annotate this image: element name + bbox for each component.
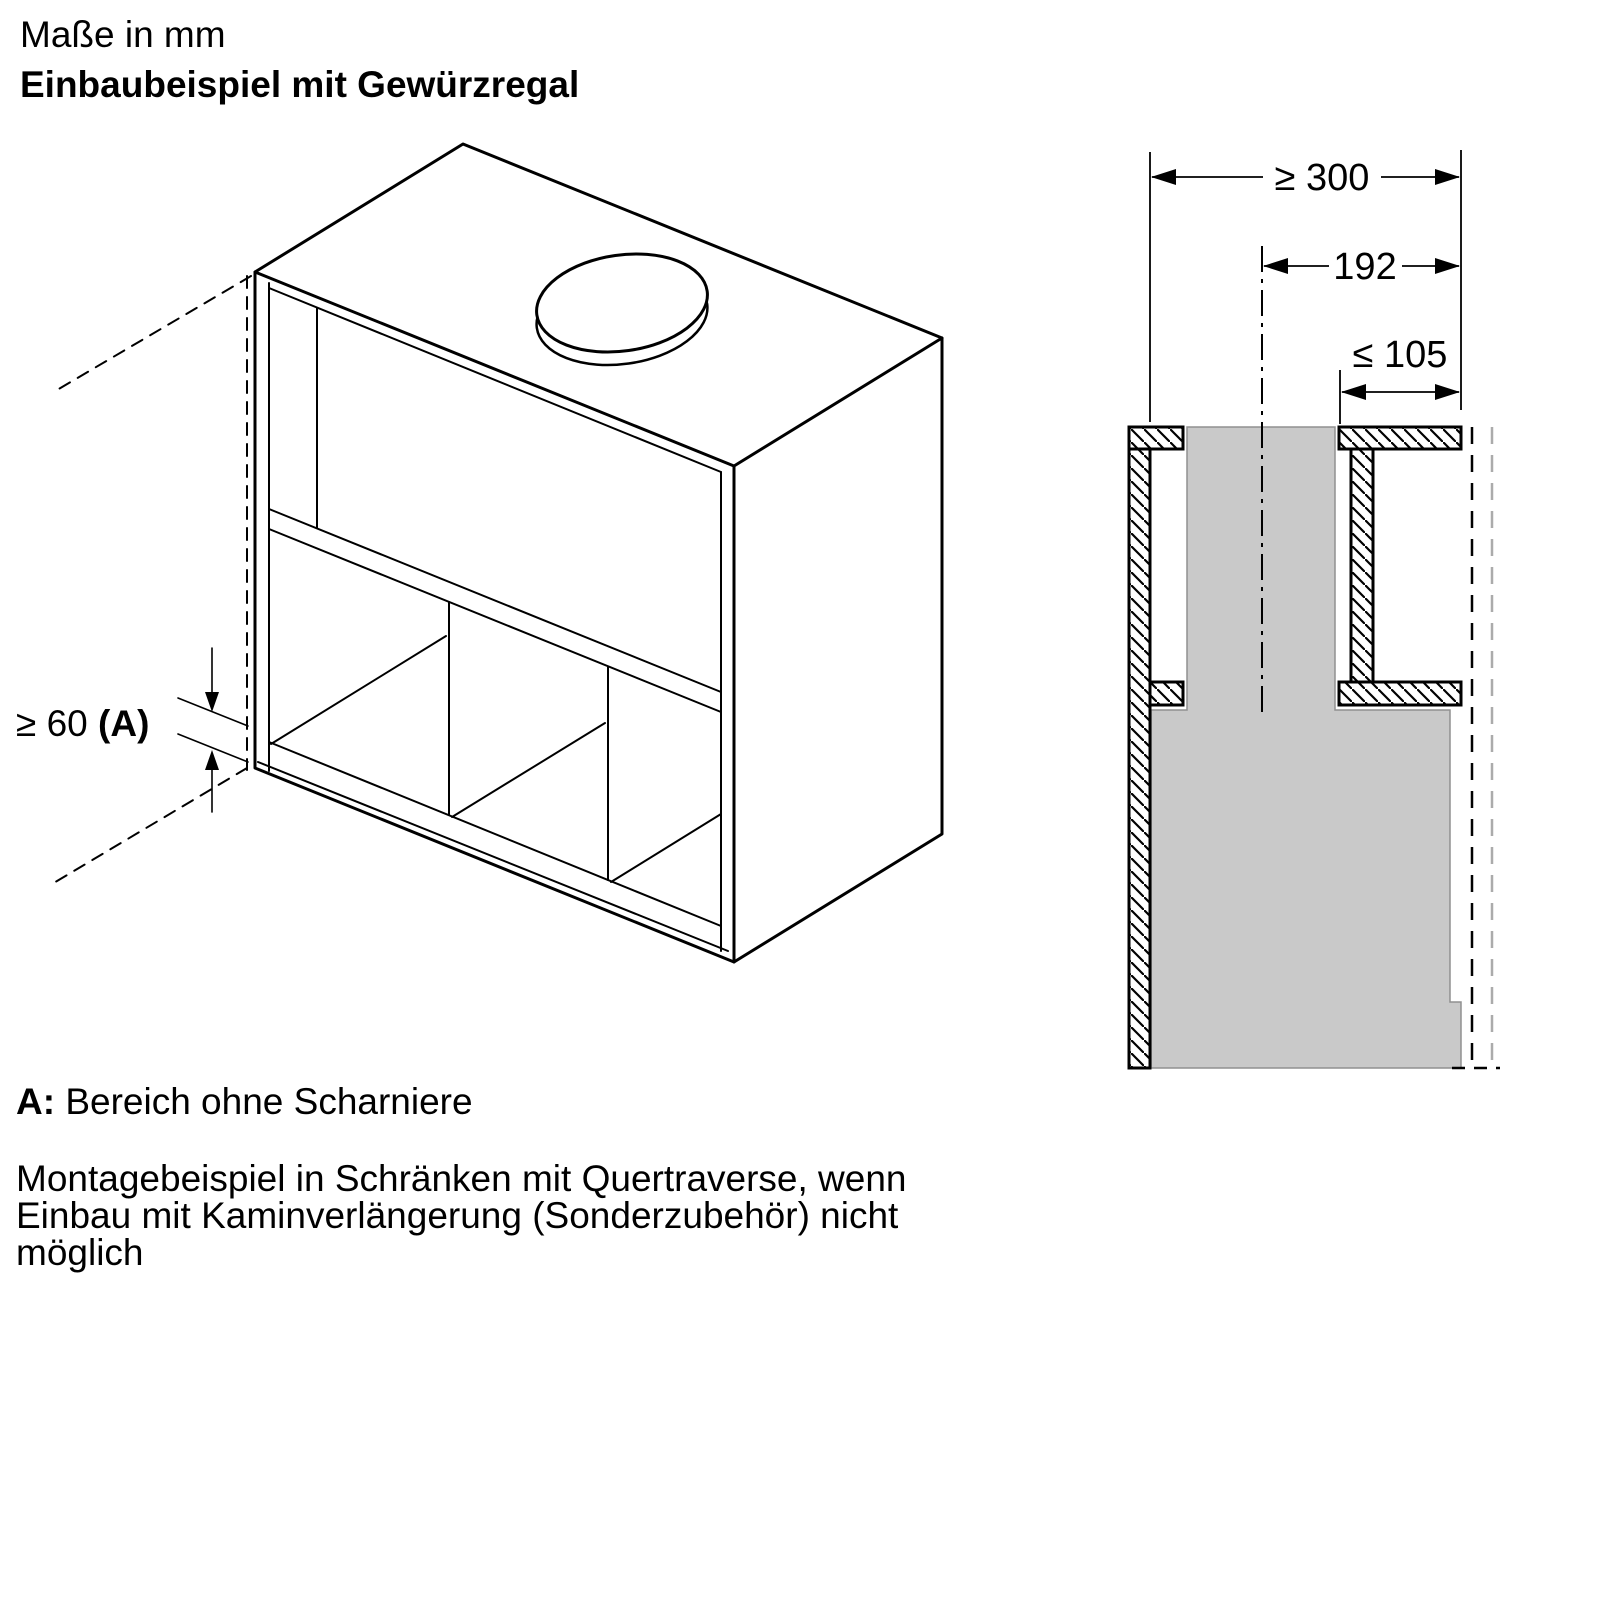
isometric-cabinet-drawing	[16, 144, 942, 962]
hole-rim	[530, 243, 714, 362]
dashed-hidden-edges	[52, 276, 251, 884]
mounting-note: Montagebeispiel in Schränken mit Quertraverse, wenn Einbau mit Kaminverlängerung (Sonderzubehör) nicht möglich	[16, 1158, 907, 1273]
dim-300-text: ≥ 300	[1274, 157, 1370, 199]
hood-body-shaded	[1151, 427, 1461, 1068]
dim-192	[1263, 246, 1460, 288]
note-a-text: Bereich ohne Scharniere	[65, 1081, 473, 1122]
cabinet-inner-edges	[258, 283, 728, 951]
dim-60-text: ≥ 60 (A)	[16, 703, 150, 744]
note-a-key: A:	[16, 1081, 56, 1122]
dim-105-text: ≤ 105	[1352, 334, 1448, 376]
hatched-left-side-wall	[1129, 449, 1150, 1068]
hatched-left-top-flange	[1129, 427, 1183, 449]
note-a	[16, 1082, 473, 1122]
dim-300	[1150, 150, 1461, 422]
hatched-right-lower-flange-quertraverse	[1339, 682, 1461, 705]
top-panel-hole	[530, 243, 714, 375]
hatched-right-web	[1351, 449, 1373, 682]
dim-105	[1340, 334, 1460, 424]
hatched-left-lower-flange	[1150, 682, 1183, 705]
page-subtitle: Einbaubeispiel mit Gewürzregal	[20, 64, 580, 105]
dim-192-text: 192	[1333, 246, 1397, 288]
units-note: Maße in mm	[20, 14, 226, 55]
cross-section-drawing	[1129, 150, 1500, 1068]
hatched-right-top-flange	[1339, 427, 1461, 449]
dim-60-arrow-up	[205, 750, 219, 770]
dim-60-annotation	[16, 648, 248, 812]
section-dashed-lines	[1452, 427, 1500, 1068]
